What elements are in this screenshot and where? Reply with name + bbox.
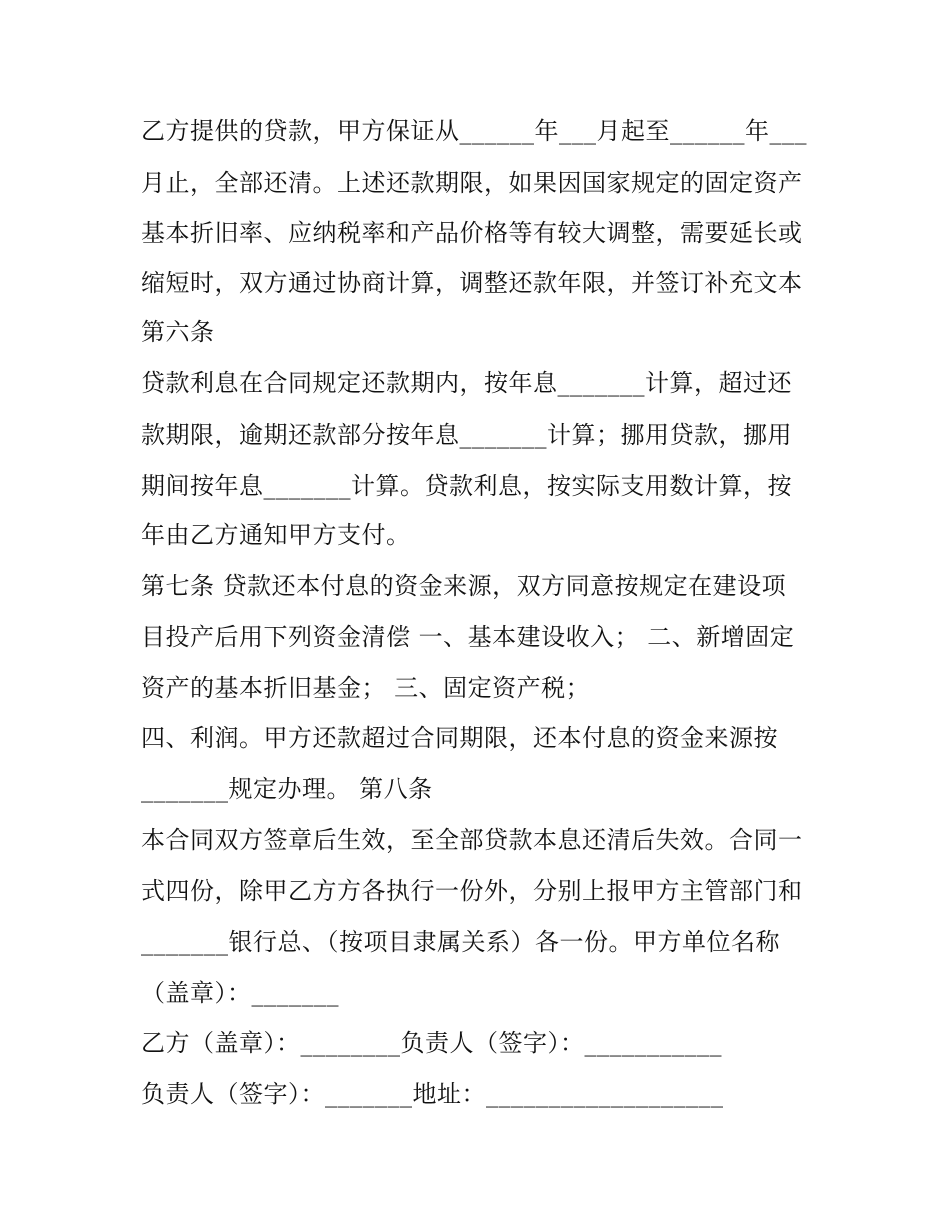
article-heading: 第六条 <box>141 318 215 346</box>
signature-line: 负责人（签字）：_______地址：___________________ <box>141 1080 724 1108</box>
text-line: 四、利润。甲方还款超过合同期限，还本付息的资金来源按 <box>141 724 778 752</box>
text-line: 乙方提供的贷款，甲方保证从______年___月起至______年___ <box>141 117 807 145</box>
text-line: 式四份，除甲乙方方各执行一份外，分别上报甲方主管部门和 <box>141 877 803 905</box>
text-line: 目投产后用下列资金清偿 一、基本建设收入； 二、新增固定 <box>141 623 795 651</box>
text-line: 期间按年息_______计算。贷款利息，按实际支用数计算，按 <box>141 472 792 500</box>
text-line: 第七条 贷款还本付息的资金来源，双方同意按规定在建设项 <box>141 572 787 600</box>
text-line: 年由乙方通知甲方支付。 <box>141 521 411 549</box>
signature-line: 乙方（盖章）：________负责人（签字）：___________ <box>141 1029 722 1057</box>
text-line: 资产的基本折旧基金； 三、固定资产税； <box>141 674 591 702</box>
text-line: 贷款利息在合同规定还款期内，按年息_______计算，超过还 <box>141 369 792 397</box>
text-line: 基本折旧率、应纳税率和产品价格等有较大调整，需要延长或 <box>141 219 803 247</box>
text-line: 本合同双方签章后生效，至全部贷款本息还清后失效。合同一 <box>141 826 803 854</box>
signature-line: （盖章）：_______ <box>141 979 339 1007</box>
text-line: 缩短时，双方通过协商计算，调整还款年限，并签订补充文本 <box>141 269 803 297</box>
text-line: 款期限，逾期还款部分按年息_______计算；挪用贷款，挪用 <box>141 421 792 449</box>
text-line: _______规定办理。 第八条 <box>141 775 433 803</box>
text-line: _______银行总、（按项目隶属关系）各一份。甲方单位名称 <box>141 928 780 956</box>
text-line: 月止，全部还清。上述还款期限，如果因国家规定的固定资产 <box>141 169 803 197</box>
